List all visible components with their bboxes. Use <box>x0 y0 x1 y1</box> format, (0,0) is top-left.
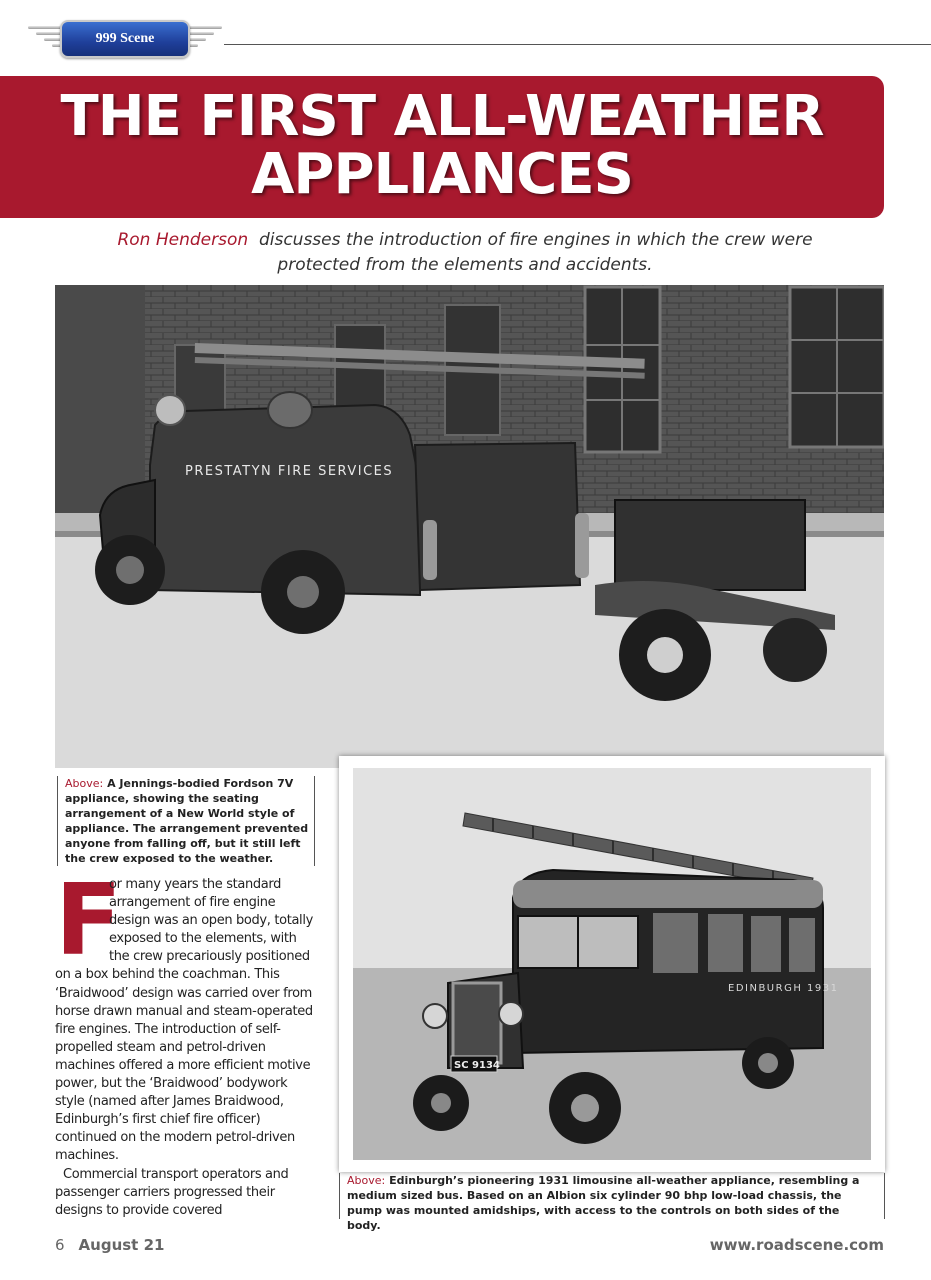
wheel-rear <box>261 550 345 634</box>
wheel-front-right <box>549 1072 621 1144</box>
caption-2-text: Edinburgh’s pioneering 1931 limousine all-weather appliance, resembling a medium sized bus. Based on an Albion six cylinder 90 bhp low-load chassis, the pump was mounted amidships, with access to the controls on both sides of the body. <box>347 1174 860 1232</box>
footer-website: www.roadscene.com <box>709 1236 884 1254</box>
article-body <box>55 864 317 1220</box>
fordson-appliance-illustration <box>55 285 884 768</box>
section-badge-emblem <box>26 18 224 60</box>
standfirst <box>100 228 830 278</box>
registration-plate: SC 9134 <box>454 1060 500 1071</box>
body-paragraph-2: Commercial transport operators and passenger carriers progressed their designs to provide covered <box>55 1166 289 1218</box>
body-paragraph-1: or many years the standard arrangement of fire engine design was an open body, totally exposed to the elements, with the crew precariously positioned on a box behind the coachman. This ‘Braidwood’ design was carried over from horse drawn manual and steam-operated fire engines. The introduction of self-propelled steam and petrol-driven machines offered a more efficient motive power, but the ‘Braidwood’ bodywork style (named after James Braidwood, Edinburgh’s first chief fire officer) continued on the modern petrol-driven machines. <box>55 877 313 1164</box>
caption-photo-2 <box>339 1173 885 1232</box>
photo-fordson-appliance <box>55 285 884 768</box>
bus-side-lettering: EDINBURGH 1931 <box>728 983 839 994</box>
title-banner <box>0 76 884 218</box>
photo-frame-edinburgh <box>339 756 885 1172</box>
section-badge: 999 Scene <box>60 20 190 58</box>
footer-folio <box>55 1236 164 1254</box>
title-line-1: THE FIRST ALL-WEATHER <box>60 84 824 149</box>
caption-2-lead: Above: <box>347 1174 386 1187</box>
standfirst-text: discusses the introduction of fire engines in which the crew were protected from the elements and accidents. <box>258 230 813 275</box>
caption-1-text: A Jennings-bodied Fordson 7V appliance, showing the seating arrangement of a New World style of appliance. The arrangement prevented anyone from falling off, but it still left the crew exposed to the weather. <box>65 777 309 865</box>
wheel-rear <box>742 1037 794 1089</box>
issue-date: August 21 <box>78 1236 165 1254</box>
article-title <box>0 84 884 207</box>
drop-cap: F <box>55 864 122 978</box>
wheel-front-left <box>413 1075 469 1131</box>
photo-edinburgh-appliance <box>353 768 871 1160</box>
author-name: Ron Henderson <box>117 230 249 250</box>
wheel-trailer <box>619 609 711 701</box>
vehicle-lettering: PRESTATYN FIRE SERVICES <box>185 464 394 479</box>
caption-photo-1 <box>57 776 315 866</box>
page-number: 6 <box>55 1236 65 1254</box>
wheel-front <box>95 535 165 605</box>
header-rule <box>224 44 931 45</box>
edinburgh-appliance-illustration <box>353 768 871 1160</box>
caption-1-lead: Above: <box>65 777 104 790</box>
title-line-2: APPLIANCES <box>251 142 633 207</box>
